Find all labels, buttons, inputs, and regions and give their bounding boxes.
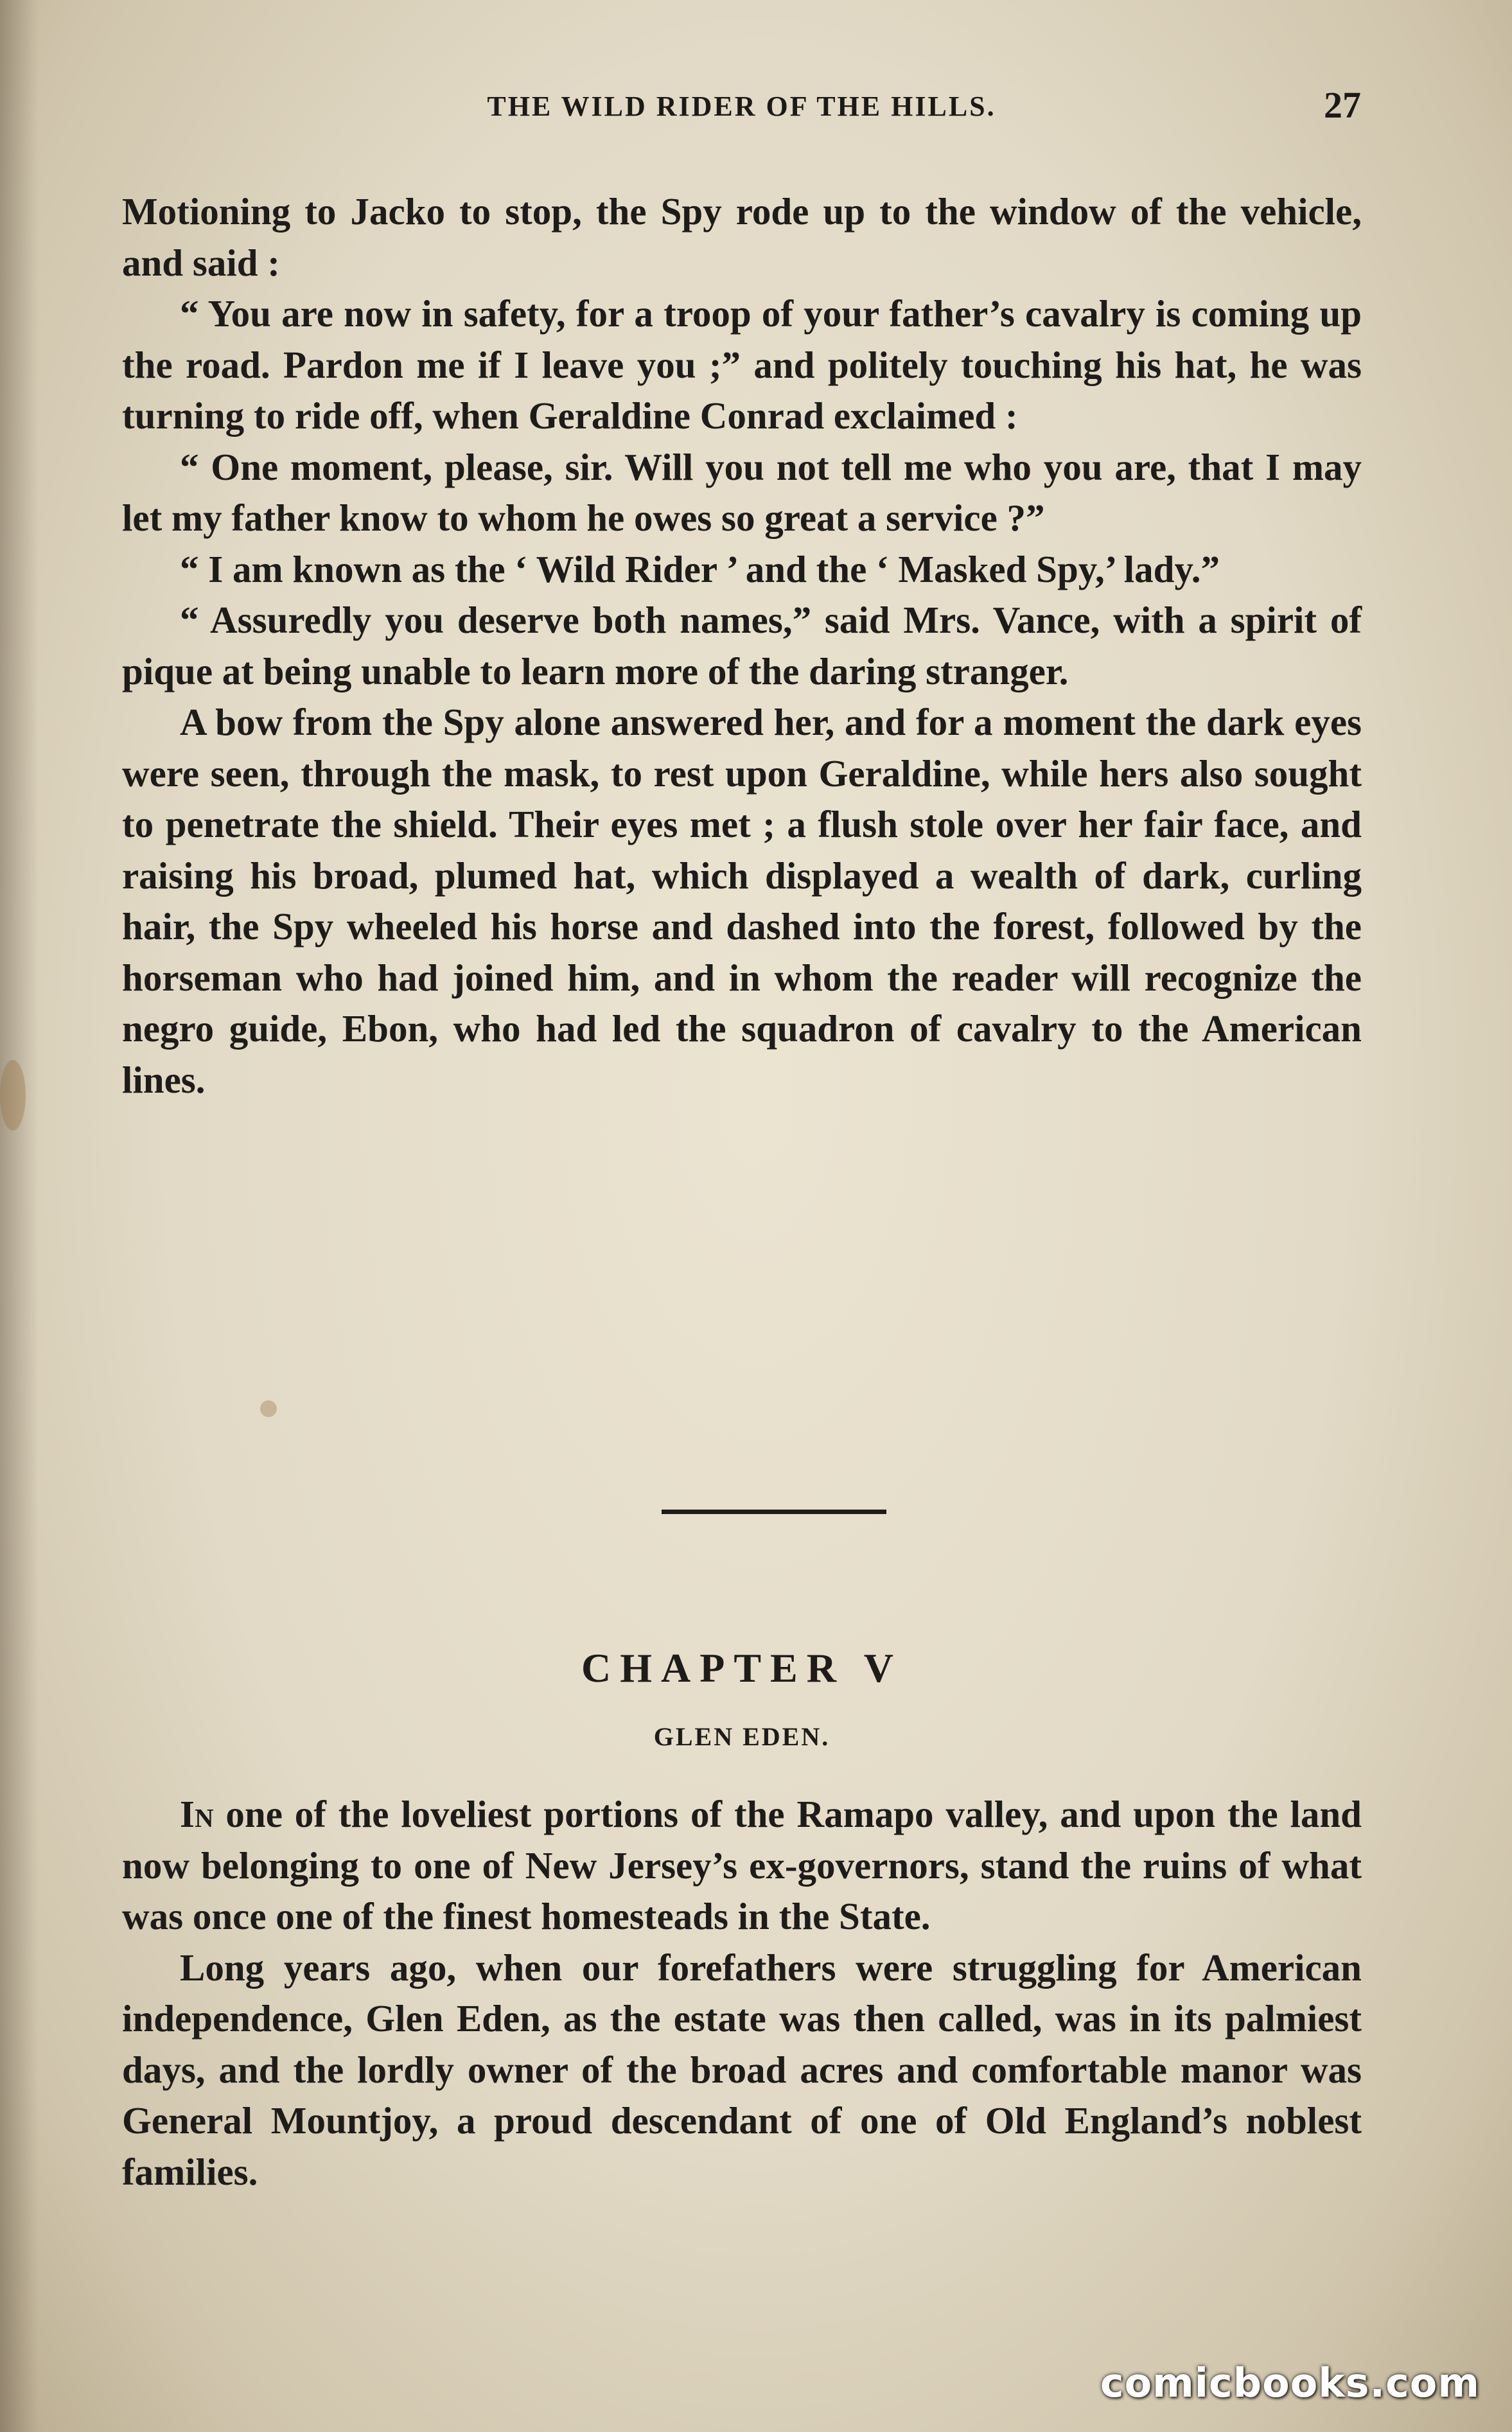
chapter-body-text [122,1789,1362,2198]
paper-stain [260,1400,277,1417]
paragraph: “ You are now in safety, for a troop of your father’s cavalry is coming up the road. Pardon me if I leave you ;” and politely touching his hat, he was turning to ride off, when Geraldine Conrad exclaimed : [122,292,1362,437]
paragraph: “ One moment, please, sir. Will you not tell me who you are, that I may let my father know to whom he owes so great a service ?” [122,445,1362,539]
opening-word: In [180,1793,214,1835]
chapter-heading: CHAPTER V [581,1645,902,1691]
paragraph-text: one of the loveliest portions of the Ramapo valley, and upon the land now belonging to one of New Jersey’s ex-governors, stand the ruins of what was once one of the finest homesteads in the State. [122,1793,1362,1937]
paragraph: Long years ago, when our forefathers were struggling for American independence, Glen Eden, as the estate was then called, was in its palmiest days, and the lordly owner of the broad acres and comfortable manor was General Mountjoy, a proud descendant of one of Old England’s noblest families. [122,1946,1362,2193]
chapter-continuation-text [122,186,1362,1106]
paragraph: “ I am known as the ‘ Wild Rider ’ and the ‘ Masked Spy,’ lady.” [180,547,1220,590]
running-title: THE WILD RIDER OF THE HILLS. [487,91,996,122]
paper-stain [0,1060,26,1131]
page-number: 27 [1324,84,1361,126]
chapter-subtitle: GLEN EDEN. [653,1722,831,1751]
paragraph: Motioning to Jacko to stop, the Spy rode up to the window of the vehicle, and said : [122,190,1362,284]
section-divider [662,1510,886,1514]
paragraph [122,1789,1362,1943]
site-watermark: comicbooks.com [1100,2359,1480,2406]
paragraph: A bow from the Spy alone answered her, and for a moment the dark eyes were seen, through the mask, to rest upon Geraldine, while hers also sought to penetrate the shield. Their eyes met ; a flush stole over her fair face, and raising his broad, plumed hat, which displayed a wealth of dark, curling hair, the Spy wheeled his horse and dashed into the forest, followed by the horseman who had joined him, and in whom the reader will recognize the negro guide, Ebon, who had led the squadron of cavalry to the American lines. [122,701,1362,1101]
running-head [122,84,1361,135]
paragraph: “ Assuredly you deserve both names,” said Mrs. Vance, with a spirit of pique at being unable to learn more of the daring stranger. [122,599,1362,692]
